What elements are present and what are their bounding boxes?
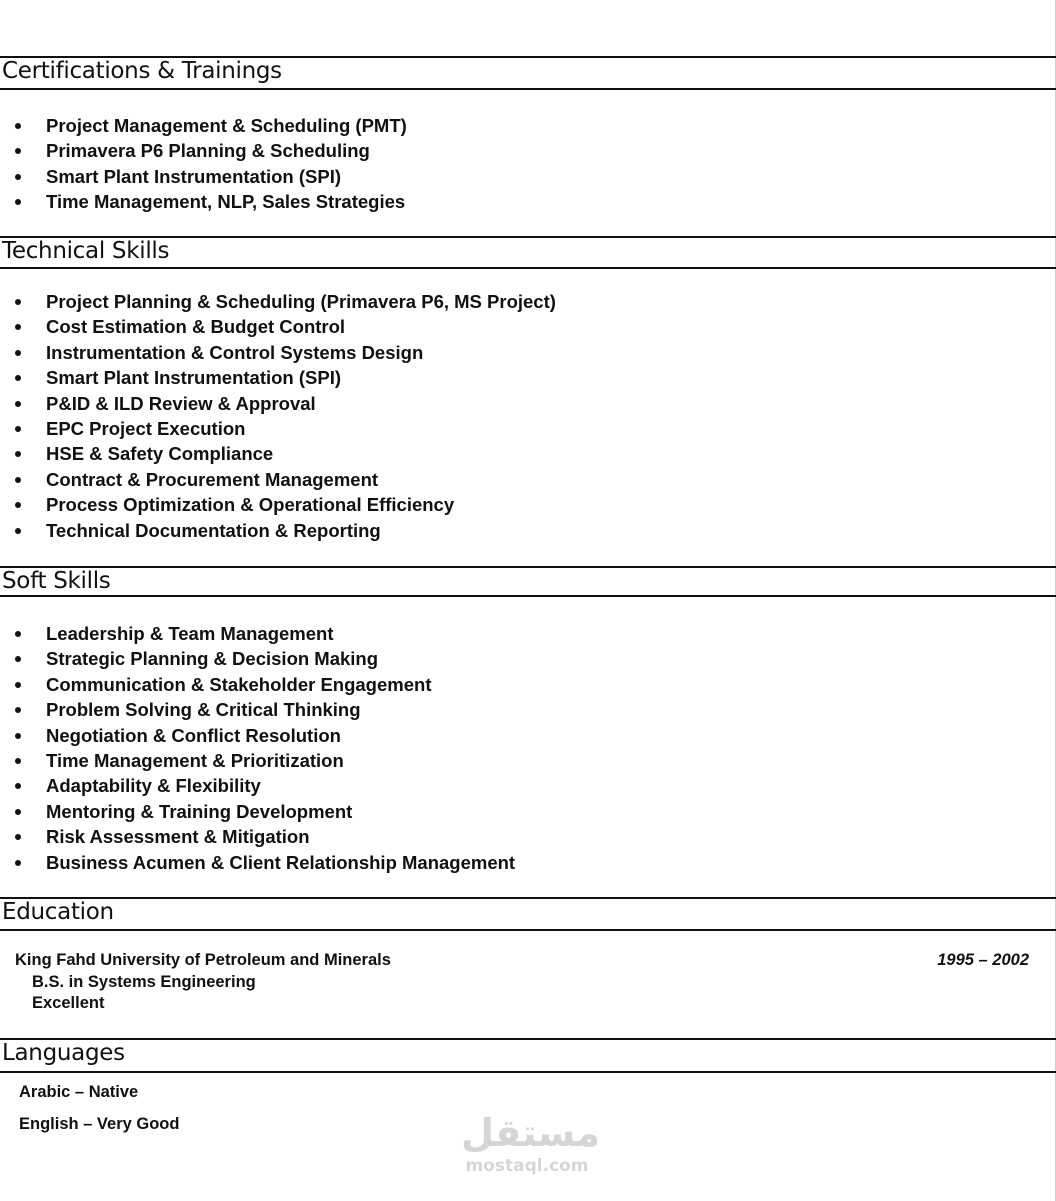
education-heading: Education	[2, 899, 114, 925]
language-item: Arabic – Native	[19, 1083, 139, 1101]
soft-skills-section	[0, 566, 1056, 876]
section-rule	[0, 929, 1056, 931]
list-item: Instrumentation & Control Systems Design	[0, 340, 556, 365]
list-item: Process Optimization & Operational Efficiency	[0, 492, 556, 517]
certifications-heading: Certifications & Trainings	[2, 58, 282, 84]
list-item: Project Management & Scheduling (PMT)	[0, 113, 407, 138]
section-rule	[0, 267, 1056, 269]
section-rule	[0, 566, 1056, 568]
watermark-arabic-text: مستقل	[461, 1111, 600, 1155]
school-name: King Fahd University of Petroleum and Minerals	[15, 951, 391, 969]
list-item: HSE & Safety Compliance	[0, 441, 556, 466]
soft-skills-list	[0, 621, 515, 875]
list-item: Negotiation & Conflict Resolution	[0, 723, 515, 748]
education-years: 1995 – 2002	[937, 951, 1029, 969]
list-item: P&ID & ILD Review & Approval	[0, 391, 556, 416]
degree: B.S. in Systems Engineering	[32, 973, 256, 991]
list-item: Problem Solving & Critical Thinking	[0, 697, 515, 722]
grade: Excellent	[32, 994, 105, 1012]
list-item: Time Management & Prioritization	[0, 748, 515, 773]
section-rule	[0, 595, 1056, 597]
section-rule	[0, 88, 1056, 90]
section-rule	[0, 897, 1056, 899]
watermark-logo	[461, 1111, 600, 1180]
language-item: English – Very Good	[19, 1115, 180, 1133]
list-item: Smart Plant Instrumentation (SPI)	[0, 365, 556, 390]
list-item: Time Management, NLP, Sales Strategies	[0, 189, 407, 214]
list-item: Business Acumen & Client Relationship Management	[0, 850, 515, 875]
watermark-latin-text: mostaql.com	[465, 1156, 589, 1176]
certifications-section	[0, 56, 1056, 216]
list-item: Communication & Stakeholder Engagement	[0, 672, 515, 697]
list-item: Leadership & Team Management	[0, 621, 515, 646]
section-rule	[0, 1038, 1056, 1040]
list-item: Risk Assessment & Mitigation	[0, 824, 515, 849]
list-item: Project Planning & Scheduling (Primavera P6, MS Project)	[0, 289, 556, 314]
list-item: Contract & Procurement Management	[0, 467, 556, 492]
technical-skills-list	[0, 289, 556, 543]
list-item: Mentoring & Training Development	[0, 799, 515, 824]
technical-skills-section	[0, 236, 1056, 546]
list-item: EPC Project Execution	[0, 416, 556, 441]
list-item: Cost Estimation & Budget Control	[0, 314, 556, 339]
list-item: Primavera P6 Planning & Scheduling	[0, 138, 407, 163]
education-section	[0, 897, 1056, 1017]
technical-skills-heading: Technical Skills	[2, 238, 170, 264]
list-item: Adaptability & Flexibility	[0, 773, 515, 798]
languages-heading: Languages	[2, 1040, 125, 1066]
list-item: Smart Plant Instrumentation (SPI)	[0, 164, 407, 189]
list-item: Technical Documentation & Reporting	[0, 518, 556, 543]
list-item: Strategic Planning & Decision Making	[0, 646, 515, 671]
certifications-list	[0, 113, 407, 215]
section-rule	[0, 1071, 1056, 1073]
soft-skills-heading: Soft Skills	[2, 568, 111, 594]
